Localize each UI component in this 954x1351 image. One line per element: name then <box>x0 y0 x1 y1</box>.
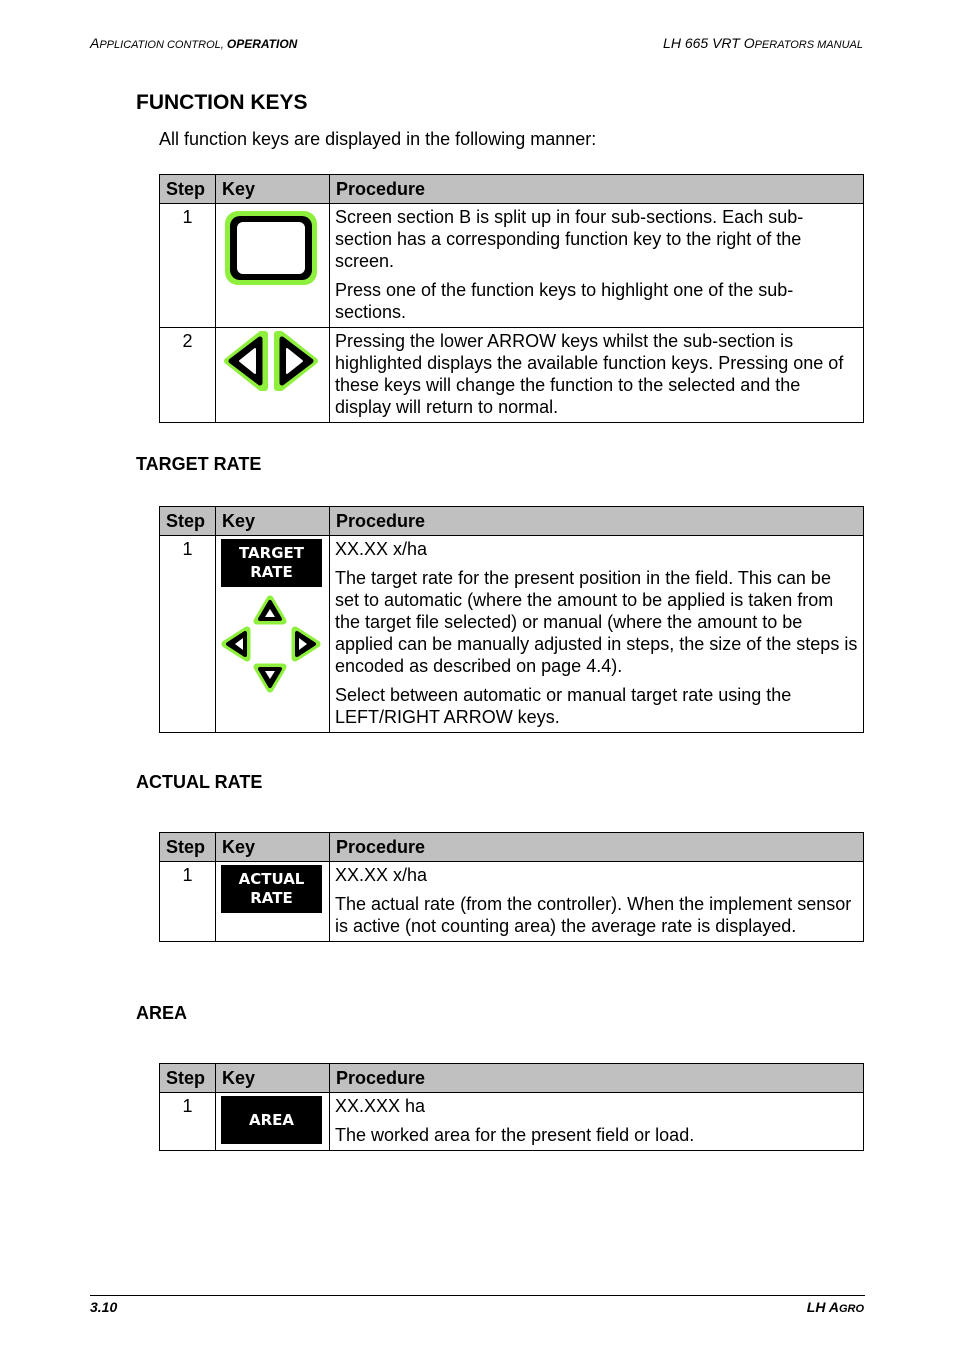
col-step: Step <box>160 833 216 862</box>
table-row <box>160 536 864 733</box>
function-keys-table <box>159 174 864 423</box>
col-procedure: Procedure <box>330 175 864 204</box>
actual-rate-table <box>159 832 864 942</box>
col-procedure: Procedure <box>330 1064 864 1093</box>
footer-divider <box>90 1295 865 1296</box>
procedure-value: XX.XX x/ha <box>335 865 428 885</box>
key-cell <box>216 204 330 328</box>
section-title-function-keys: FUNCTION KEYS <box>136 91 308 114</box>
table-header-row <box>160 507 864 536</box>
table-row <box>160 862 864 942</box>
procedure-cell <box>330 536 864 733</box>
key-cell <box>216 1093 330 1151</box>
running-header-left: APPLICATION CONTROL, OPERATION <box>90 35 298 51</box>
col-procedure: Procedure <box>330 507 864 536</box>
table-header-row <box>160 175 864 204</box>
col-step: Step <box>160 175 216 204</box>
key-label-line: ACTUAL <box>238 870 305 888</box>
section-title-area: AREA <box>136 1003 188 1023</box>
procedure-text: Pressing the lower ARROW keys whilst the sub-section is highlighted displays the available function keys. Pressing one of these keys will change the function to the selected and the display will return to normal. <box>335 331 844 417</box>
section-title-target-rate: TARGET RATE <box>136 454 262 474</box>
key-label-line: AREA <box>248 1110 294 1129</box>
procedure-text: Screen section B is split up in four sub-sections. Each sub-section has a corresponding function key to the right of the screen. <box>335 207 804 271</box>
col-key: Key <box>216 175 330 204</box>
table-row <box>160 1093 864 1151</box>
key-cell <box>216 862 330 942</box>
procedure-cell <box>330 328 864 423</box>
procedure-cell <box>330 204 864 328</box>
step-number: 1 <box>160 862 216 942</box>
section-title-actual-rate: ACTUAL RATE <box>136 772 263 792</box>
step-number: 2 <box>160 328 216 423</box>
footer-brand: LH AGRO <box>806 1299 864 1315</box>
target-rate-key <box>221 539 322 587</box>
col-procedure: Procedure <box>330 833 864 862</box>
step-number: 1 <box>160 536 216 733</box>
key-label-line: TARGET <box>238 544 305 562</box>
procedure-text: The actual rate (from the controller). When the implement sensor is active (not counting area) the average rate is displayed. <box>335 894 852 936</box>
step-number: 1 <box>160 204 216 328</box>
procedure-text: Select between automatic or manual target rate using the LEFT/RIGHT ARROW keys. <box>335 685 792 727</box>
key-label-line: RATE <box>250 563 293 581</box>
table-row <box>160 204 864 328</box>
left-right-arrow-keys-icon <box>221 331 321 391</box>
col-step: Step <box>160 507 216 536</box>
area-table <box>159 1063 864 1151</box>
target-rate-table <box>159 506 864 733</box>
col-step: Step <box>160 1064 216 1093</box>
square-function-key-icon <box>221 207 321 289</box>
procedure-value: XX.XX x/ha <box>335 539 428 559</box>
table-row <box>160 328 864 423</box>
procedure-text: Press one of the function keys to highlight one of the sub-sections. <box>335 280 794 322</box>
running-header-right: LH 665 VRT OPERATORS MANUAL <box>663 35 863 51</box>
procedure-cell <box>330 862 864 942</box>
page-number: 3.10 <box>90 1299 118 1315</box>
col-key: Key <box>216 507 330 536</box>
procedure-cell <box>330 1093 864 1151</box>
key-label-line: RATE <box>250 889 293 907</box>
procedure-text: The target rate for the present position in the field. This can be set to automatic (where the amount to be applied is taken from the target file selected) or manual (where the amount to be applied can be manually adjusted in steps, the size of the steps is encoded as described on page 4.4). <box>335 568 858 676</box>
four-way-arrow-keys-icon <box>221 593 321 693</box>
procedure-text: The worked area for the present field or load. <box>335 1125 695 1145</box>
col-key: Key <box>216 833 330 862</box>
table-header-row <box>160 1064 864 1093</box>
col-key: Key <box>216 1064 330 1093</box>
step-number: 1 <box>160 1093 216 1151</box>
key-cell <box>216 328 330 423</box>
function-keys-intro: All function keys are displayed in the following manner: <box>159 129 597 149</box>
key-cell <box>216 536 330 733</box>
table-header-row <box>160 833 864 862</box>
actual-rate-key <box>221 865 322 913</box>
area-key <box>221 1096 322 1144</box>
procedure-value: XX.XXX ha <box>335 1096 426 1116</box>
